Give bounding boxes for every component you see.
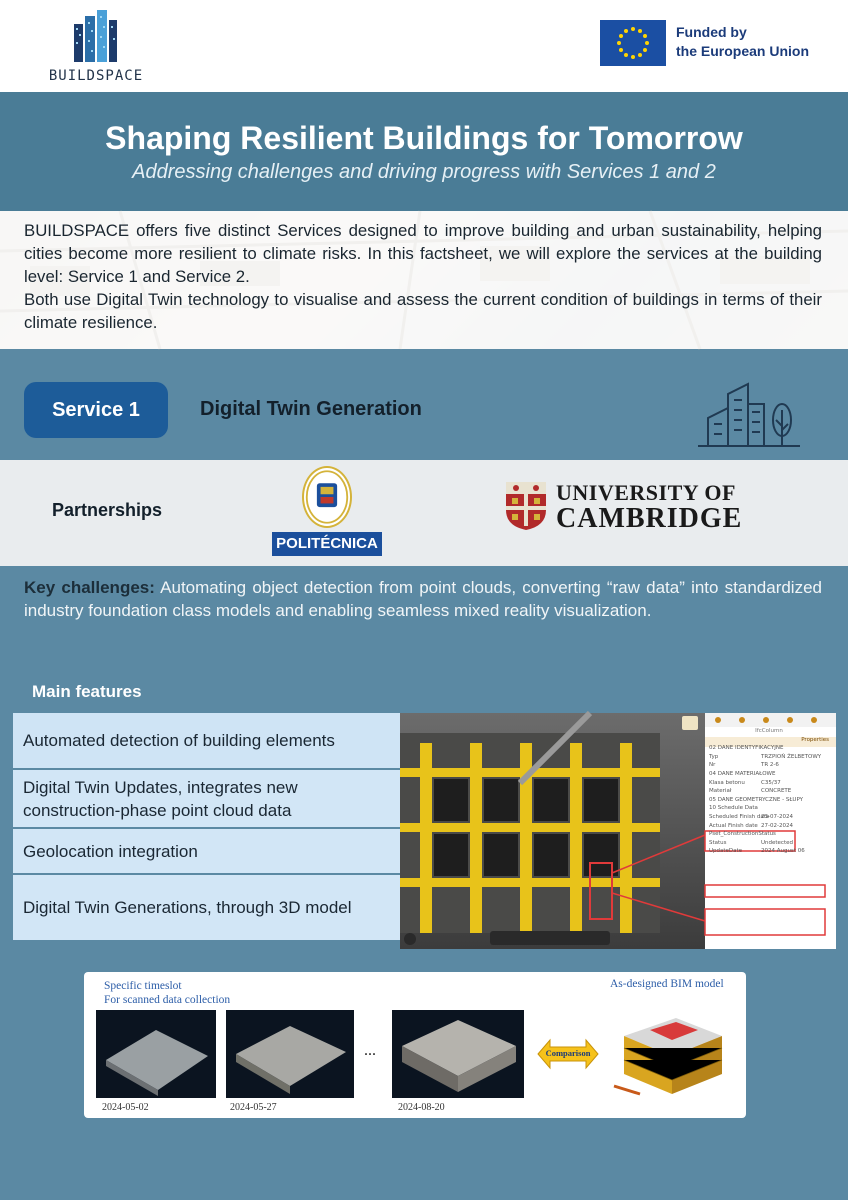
intro-section — [0, 211, 848, 349]
feature-item: Automated detection of building elements — [13, 713, 400, 770]
property-row — [709, 813, 829, 822]
property-value: C35/37 — [761, 779, 781, 786]
cambridge-wordmark — [556, 480, 742, 532]
property-key: 05 DANE GEOMETRYCZNE - SŁUPY — [709, 796, 804, 803]
cambridge-line-1: UNIVERSITY OF — [556, 480, 736, 505]
key-challenges-text: Automating object detection from point clouds, converting “raw data” into standardized industry foundation class models and enabling seamless mixed reality visualization. — [24, 578, 822, 620]
property-key: Scheduled Finish date — [709, 813, 770, 820]
politecnica-logo — [272, 466, 382, 560]
service-title: Digital Twin Generation — [200, 398, 422, 420]
properties-panel-header: IfcColumn — [755, 728, 783, 734]
feature-item: Geolocation integration — [13, 829, 400, 875]
funding-line-1: Funded by — [676, 24, 747, 40]
timeline-heading-1: Specific timeslot — [104, 980, 182, 992]
cambridge-line-2: CAMBRIDGE — [556, 503, 743, 534]
properties-panel — [709, 727, 829, 856]
property-row — [709, 839, 829, 848]
politecnica-wordmark: POLITÉCNICA — [272, 532, 382, 556]
timeline-ellipsis: ... — [364, 1042, 376, 1059]
funding-line-2: the European Union — [676, 43, 809, 59]
timeline-heading-2: For scanned data collection — [104, 994, 231, 1006]
cambridge-shield-icon — [504, 480, 548, 532]
scan-thumbnail — [226, 1010, 354, 1098]
features-list — [13, 713, 400, 940]
property-value: 23-07-2024 — [761, 813, 793, 820]
header-bar — [0, 0, 848, 92]
main-features-label: Main features — [32, 682, 142, 701]
property-key: Materiał — [709, 788, 732, 795]
property-row — [709, 830, 829, 839]
property-value: TRZPIOŃ ŻELBETOWY — [761, 753, 822, 760]
property-key: 04 DANE MATERIAŁOWE — [709, 770, 776, 777]
property-row — [709, 847, 829, 856]
property-key: Pset_ConstructionStatus — [709, 831, 776, 838]
hero-banner — [0, 92, 848, 211]
property-value: 2024 August 06 — [761, 848, 805, 855]
intro-paragraph-2: Both use Digital Twin technology to visualise and assess the current condition of buildings in terms of their climate resilience. — [24, 290, 822, 332]
buildspace-logo — [36, 10, 156, 88]
scan-date: 2024-05-27 — [230, 1102, 277, 1113]
page-title: Shaping Resilient Buildings for Tomorrow — [105, 120, 743, 156]
property-key: Klasa betonu — [709, 779, 745, 786]
property-row — [709, 753, 829, 762]
logo-wordmark: BUILDSPACE — [48, 68, 144, 84]
eu-funding-badge — [600, 20, 830, 66]
property-key: UpdateDate — [709, 848, 743, 855]
key-challenges — [24, 576, 822, 622]
scan-date: 2024-08-20 — [398, 1102, 445, 1113]
bim-model-heading: As-designed BIM model — [610, 978, 724, 990]
digital-twin-screenshot — [400, 713, 836, 949]
property-key: Nr — [709, 762, 716, 769]
page-subtitle: Addressing challenges and driving progress with Services 1 and 2 — [132, 161, 716, 183]
scan-date: 2024-05-02 — [102, 1102, 149, 1113]
property-row — [709, 787, 829, 796]
property-key: Actual Finish date — [709, 822, 758, 829]
properties-section: Properties — [801, 736, 829, 743]
property-key: Typ — [709, 753, 719, 760]
city-buildings-icon — [694, 380, 804, 450]
feature-item: Digital Twin Generations, through 3D model — [13, 875, 400, 940]
property-value: Undetected — [761, 839, 793, 846]
politecnica-crest-icon — [302, 466, 352, 528]
property-row — [709, 779, 829, 788]
property-key: 02 DANE IDENTYFIKACYJNE — [709, 745, 784, 752]
property-key: 10 Schedule Data — [709, 805, 758, 812]
service-1-badge: Service 1 — [24, 382, 168, 438]
cambridge-logo — [500, 478, 750, 538]
properties-rows — [709, 744, 829, 856]
eu-funding-text — [676, 23, 809, 61]
property-key: Status — [709, 839, 727, 846]
partnerships-strip — [0, 460, 848, 566]
property-row — [709, 770, 829, 779]
partnerships-label: Partnerships — [52, 500, 163, 520]
property-row — [709, 761, 829, 770]
eu-flag-icon — [600, 20, 666, 66]
feature-item: Digital Twin Updates, integrates new construction-phase point cloud data — [13, 770, 400, 829]
property-row — [709, 822, 829, 831]
property-row — [709, 804, 829, 813]
property-value: 27-02-2024 — [761, 822, 793, 829]
property-row — [709, 744, 829, 753]
intro-paragraph-1: BUILDSPACE offers five distinct Services designed to improve building and urban sustainability, helping cities become more resilient to climate risks. In this factsheet, we will explore the services at the building level: Service 1 and Service 2. — [24, 221, 822, 286]
timeline-comparison-card — [84, 972, 746, 1118]
property-value: CONCRETE — [761, 788, 792, 795]
scan-thumbnail — [96, 1010, 216, 1098]
buildspace-logo-icon — [70, 10, 120, 66]
property-value: TR 2-6 — [761, 762, 779, 769]
bim-model-thumbnail — [610, 994, 736, 1102]
key-challenges-label: Key challenges: — [24, 578, 155, 597]
comparison-label: Comparison — [545, 1048, 591, 1058]
property-row — [709, 796, 829, 805]
scan-thumbnail — [392, 1010, 524, 1098]
